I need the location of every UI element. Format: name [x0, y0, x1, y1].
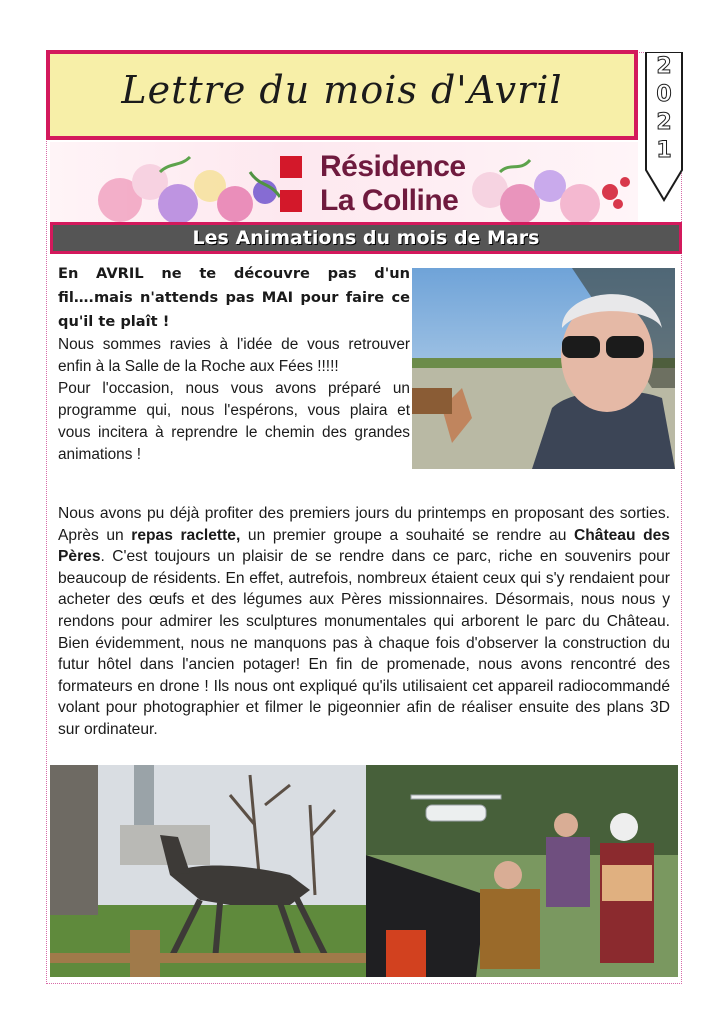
year-digit: 1	[656, 138, 672, 163]
body-bold-run: repas raclette,	[131, 526, 241, 544]
resident-photo	[412, 268, 675, 469]
year-digit: 2	[656, 110, 672, 135]
intro-paragraph: Pour l'occasion, nous vous avons préparé un programme qui, nous l'espérons, vous plaira et vous incitera à reprendre le chemin des grandes animations !	[58, 380, 410, 463]
drone-demo-photo	[366, 765, 678, 977]
section-title: Les Animations du mois de Mars	[192, 227, 540, 249]
horse-sculpture-photo	[50, 765, 366, 977]
body-text-run: Nous avons pu déjà profiter des premiers jours du printemps en proposant des sorties. Après un	[58, 505, 670, 544]
letter-title: Lettre du mois d'Avril	[121, 68, 563, 112]
body-bold-run: Château des Pères	[58, 526, 670, 566]
section-banner	[50, 222, 682, 254]
red-square-icon	[280, 190, 302, 212]
intro-text	[58, 262, 410, 466]
body-text-run: un premier groupe a souhaité se rendre au	[240, 526, 574, 544]
year-digit: 2	[656, 54, 672, 79]
body-text	[58, 503, 670, 741]
year-ribbon	[644, 52, 684, 202]
residence-line1: Résidence	[320, 150, 466, 183]
residence-line2: La Colline	[320, 184, 459, 217]
year-digit: 0	[656, 82, 672, 107]
intro-paragraph: Nous sommes ravies à l'idée de vous retrouver enfin à la Salle de la Roche aux Fées !!!!!	[58, 336, 410, 375]
body-text-run: . C'est toujours un plaisir de se rendre dans ce parc, riche en souvenirs pour beaucoup de résidents. En effet, autrefois, nombreux étaient ceux qui s'y rendaient pour acheter des œufs et des légumes aux Pères missionnaires. Désormais, nous nous y rendons pour admirer les sculptures monumentales qui arborent le parc du Château. Bien évidemment, nous ne manquons pas à chaque fois d'observer la construction du futur hôtel dans l'ancien potager! En fin de promenade, nous avons rencontré des formateurs en drone ! Ils nous ont expliqué qu'ils utilisaient cet appareil radiocommandé volant pour photographier et filmer le pigeonnier afin de réaliser ensuite des plans 3D sur ordinateur.	[58, 548, 670, 738]
intro-lead: En AVRIL ne te découvre pas d'un fil….mais n'attends pas MAI pour faire ce qu'il te plaît !	[58, 265, 410, 330]
body-paragraph	[58, 503, 670, 741]
red-square-icon	[280, 156, 302, 178]
title-banner	[46, 50, 638, 140]
